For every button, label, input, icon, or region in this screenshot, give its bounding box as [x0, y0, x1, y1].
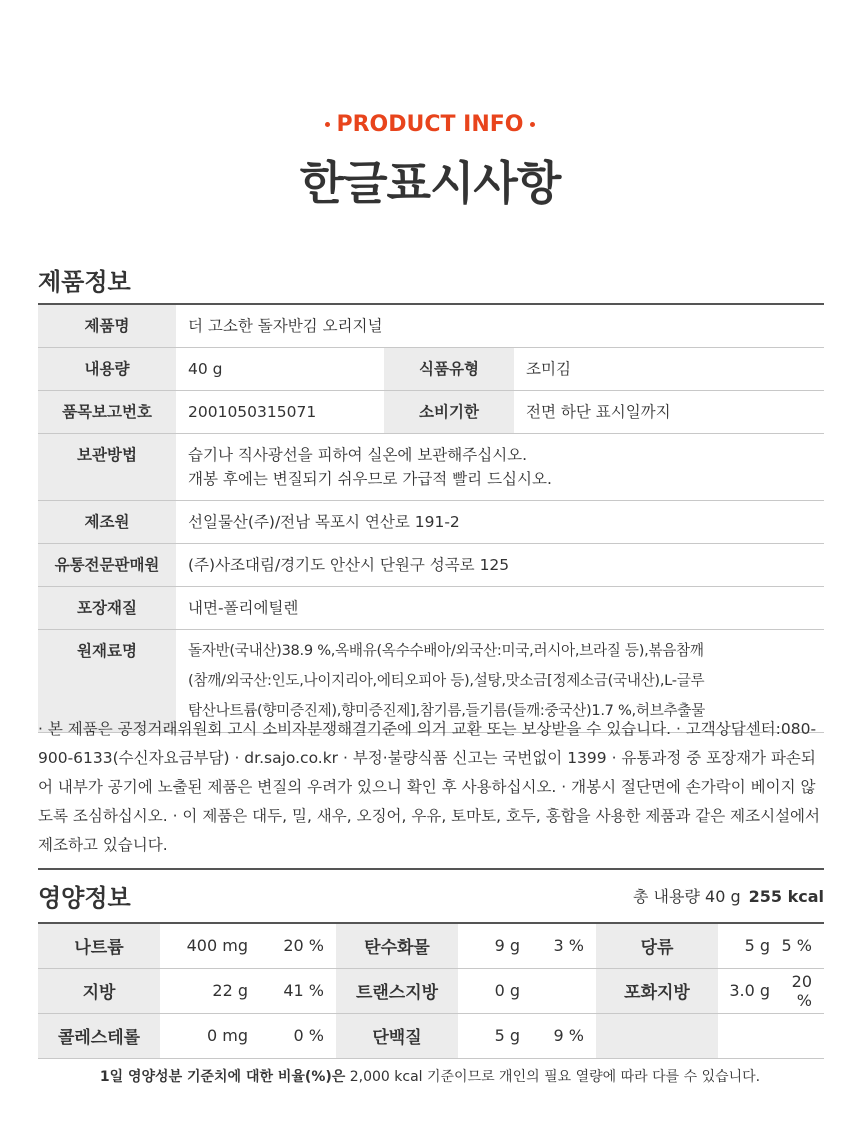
value-cell: 40 g [176, 348, 384, 391]
table-row [38, 587, 824, 630]
nutrient-percent: 20 % [256, 923, 336, 968]
label-cell: 포장재질 [38, 587, 176, 630]
eyebrow-text: PRODUCT INFO [336, 112, 524, 137]
storage-line: 개봉 후에는 변질되기 쉬우므로 가급적 빨리 드십시오. [188, 470, 552, 488]
nutrition-header [38, 878, 824, 912]
nutrient-label: 포화지방 [596, 968, 718, 1013]
label-cell: 제조원 [38, 501, 176, 544]
nutrient-value: 5 g [718, 923, 778, 968]
ingredients-line: (참깨/외국산:인도,나이지리아,에티오피아 등),설탕,맛소금[정제소금(국내산),L-글루 [188, 672, 705, 689]
footnote-bold: 1일 영양성분 기준치에 대한 비율(%)은 [99, 1069, 346, 1085]
nutrition-total [633, 884, 824, 907]
value-cell: (주)사조대림/경기도 안산시 단원구 성곡로 125 [176, 544, 824, 587]
nutrient-percent: 20 % [778, 968, 824, 1013]
nutrient-percent: 9 % [528, 1013, 596, 1058]
nutrition-table [38, 922, 824, 1059]
label-cell: 내용량 [38, 348, 176, 391]
nutrient-percent [528, 968, 596, 1013]
nutrition-footnote [0, 1066, 860, 1086]
total-volume: 총 내용량 40 g [633, 887, 741, 906]
table-row [38, 391, 824, 434]
dot-icon [325, 122, 330, 127]
value-cell: 내면-폴리에틸렌 [176, 587, 824, 630]
label-cell: 보관방법 [38, 434, 176, 501]
nutrient-percent: 41 % [256, 968, 336, 1013]
nutrient-value: 400 mg [160, 923, 256, 968]
ingredients-line: 돌자반(국내산)38.9 %,옥배유(옥수수배아/외국산:미국,러시아,브라질 등),볶음참깨 [188, 642, 704, 659]
nutrient-label: 단백질 [336, 1013, 458, 1058]
label-cell: 제품명 [38, 304, 176, 348]
nutrient-value: 0 mg [160, 1013, 256, 1058]
nutrient-label: 트랜스지방 [336, 968, 458, 1013]
nutrient-label: 나트륨 [38, 923, 160, 968]
value-cell: 전면 하단 표시일까지 [514, 391, 824, 434]
table-row [38, 968, 824, 1013]
page-header [0, 112, 860, 213]
nutrient-label [596, 1013, 718, 1058]
product-info-title: 제품정보 [38, 268, 131, 296]
nutrient-percent: 5 % [778, 923, 824, 968]
nutrient-value: 22 g [160, 968, 256, 1013]
footnote-rest: 2,000 kcal 기준이므로 개인의 필요 열량에 따라 다를 수 있습니다. [345, 1069, 761, 1085]
notice-text: · 본 제품은 공정거래위원회 고시 소비자분쟁해결기준에 의거 교환 또는 보상받을 수 있습니다. · 고객상담센터:080-900-6133(수신자요금부담) · dr.sajo.co.kr · 부정·불량식품 신고는 국번없이 1399 · 유통과정 중 포장재가 파손되어 내부가 공기에 노출된 제품은 변질의 우려가 있으니 확인 후 사용하십시오. · 개봉시 절단면에 손가락이 베이지 않도록 조심하십시오. · 이 제품은 대두, 밀, 새우, 오징어, 우유, 토마토, 호두, 홍합을 사용한 제품과 같은 제조시설에서 제조하고 있습니다. [38, 712, 824, 870]
nutrient-label: 지방 [38, 968, 160, 1013]
nutrient-percent [778, 1013, 824, 1058]
page-title: 한글표시사항 [299, 156, 561, 210]
table-row [38, 544, 824, 587]
nutrient-label: 탄수화물 [336, 923, 458, 968]
product-info-eyebrow [325, 112, 534, 137]
label-cell: 유통전문판매원 [38, 544, 176, 587]
nutrient-percent: 0 % [256, 1013, 336, 1058]
nutrient-value [718, 1013, 778, 1058]
nutrient-value: 0 g [458, 968, 528, 1013]
value-cell: 선일물산(주)/전남 목포시 연산로 191-2 [176, 501, 824, 544]
table-row [38, 923, 824, 968]
label-cell: 품목보고번호 [38, 391, 176, 434]
ingredients-line: 탐산나트륨(향미증진제),향미증진제],참기름,들기름(들깨:중국산)1.7 %,허브추출물 [188, 702, 705, 719]
value-cell: 조미김 [514, 348, 824, 391]
product-info-table [38, 303, 824, 733]
table-row [38, 1013, 824, 1058]
nutrient-percent: 3 % [528, 923, 596, 968]
table-row [38, 304, 824, 348]
nutrient-value: 5 g [458, 1013, 528, 1058]
nutrition-title: 영양정보 [38, 884, 131, 912]
table-row [38, 434, 824, 501]
value-cell: 더 고소한 돌자반김 오리지널 [176, 304, 824, 348]
table-row [38, 501, 824, 544]
dot-icon [530, 122, 535, 127]
nutrient-label: 당류 [596, 923, 718, 968]
storage-line: 습기나 직사광선을 피하여 실온에 보관해주십시오. [188, 446, 528, 464]
total-kcal: 255 kcal [748, 887, 824, 906]
nutrient-value: 9 g [458, 923, 528, 968]
value-cell [176, 434, 824, 501]
nutrient-label: 콜레스테롤 [38, 1013, 160, 1058]
label-cell: 원재료명 [38, 630, 176, 733]
table-row [38, 348, 824, 391]
label-cell: 식품유형 [384, 348, 514, 391]
value-cell: 2001050315071 [176, 391, 384, 434]
label-cell: 소비기한 [384, 391, 514, 434]
nutrient-value: 3.0 g [718, 968, 778, 1013]
